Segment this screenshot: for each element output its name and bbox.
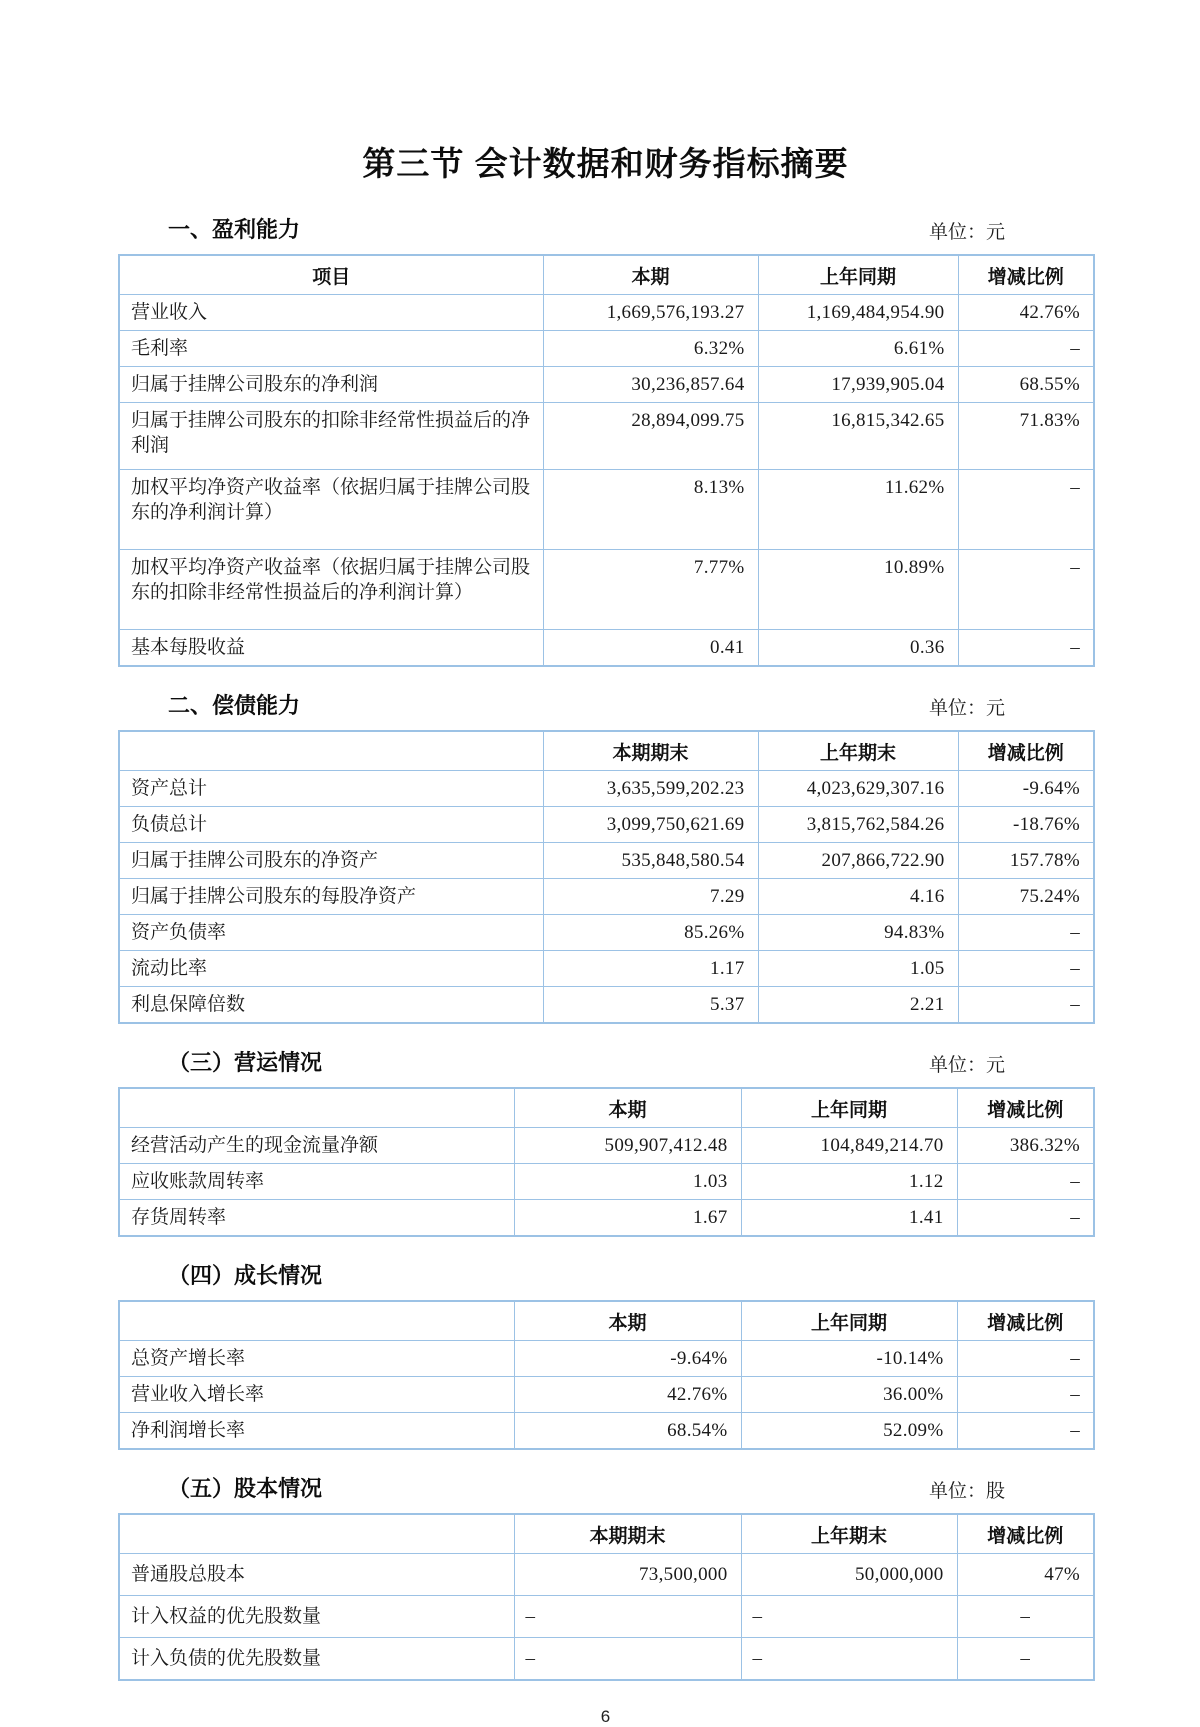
table-row bbox=[119, 915, 1094, 951]
current-value: 6.32% bbox=[543, 331, 758, 367]
change-value: 42.76% bbox=[958, 295, 1094, 331]
change-value: – bbox=[957, 1164, 1094, 1200]
unit-label: 单位：元 bbox=[928, 222, 1005, 243]
prior-value: 50,000,000 bbox=[741, 1554, 957, 1596]
row-label: 毛利率 bbox=[119, 331, 543, 367]
change-value: – bbox=[958, 550, 1094, 630]
prior-value: 36.00% bbox=[741, 1377, 957, 1413]
change-value: -9.64% bbox=[958, 771, 1094, 807]
row-label: 加权平均净资产收益率（依据归属于挂牌公司股东的净利润计算） bbox=[119, 470, 543, 550]
equity-table bbox=[118, 1513, 1095, 1681]
solvency-table bbox=[118, 730, 1095, 1024]
table-header-row bbox=[119, 1088, 1094, 1128]
table-row bbox=[119, 403, 1094, 470]
row-label: 应收账款周转率 bbox=[119, 1164, 514, 1200]
change-value: – bbox=[957, 1377, 1094, 1413]
section-header-equity bbox=[118, 1472, 1093, 1503]
prior-value: – bbox=[741, 1596, 957, 1638]
change-value: – bbox=[957, 1341, 1094, 1377]
prior-value: 1.41 bbox=[741, 1200, 957, 1237]
prior-value: 104,849,214.70 bbox=[741, 1128, 957, 1164]
current-value: 30,236,857.64 bbox=[543, 367, 758, 403]
prior-value: 94.83% bbox=[758, 915, 958, 951]
current-value: 509,907,412.48 bbox=[514, 1128, 741, 1164]
section-heading: （四）成长情况 bbox=[168, 1263, 323, 1288]
current-value: 7.29 bbox=[543, 879, 758, 915]
row-label: 营业收入 bbox=[119, 295, 543, 331]
table-row bbox=[119, 1164, 1094, 1200]
table-row bbox=[119, 987, 1094, 1024]
prior-value: 1,169,484,954.90 bbox=[758, 295, 958, 331]
change-value: – bbox=[958, 331, 1094, 367]
prior-value: 17,939,905.04 bbox=[758, 367, 958, 403]
change-value: – bbox=[958, 951, 1094, 987]
current-value: 1.67 bbox=[514, 1200, 741, 1237]
page-number: 6 bbox=[600, 1707, 611, 1726]
operations-table bbox=[118, 1087, 1095, 1237]
prior-value: 2.21 bbox=[758, 987, 958, 1024]
column-header bbox=[119, 1088, 514, 1128]
row-label: 加权平均净资产收益率（依据归属于挂牌公司股东的扣除非经常性损益后的净利润计算） bbox=[119, 550, 543, 630]
row-label: 归属于挂牌公司股东的净利润 bbox=[119, 367, 543, 403]
section-header-profitability bbox=[118, 213, 1093, 244]
current-value: 0.41 bbox=[543, 630, 758, 667]
change-value: – bbox=[958, 630, 1094, 667]
current-value: 7.77% bbox=[543, 550, 758, 630]
current-value: 1.03 bbox=[514, 1164, 741, 1200]
column-header: 上年同期 bbox=[741, 1301, 957, 1341]
table-row bbox=[119, 879, 1094, 915]
prior-value: 11.62% bbox=[758, 470, 958, 550]
current-value: – bbox=[514, 1596, 741, 1638]
prior-value: -10.14% bbox=[741, 1341, 957, 1377]
table-row bbox=[119, 550, 1094, 630]
row-label: 净利润增长率 bbox=[119, 1413, 514, 1450]
column-header bbox=[119, 731, 543, 771]
column-header: 本期 bbox=[514, 1088, 741, 1128]
row-label: 经营活动产生的现金流量净额 bbox=[119, 1128, 514, 1164]
column-header: 增减比例 bbox=[957, 1088, 1094, 1128]
table-row bbox=[119, 1413, 1094, 1450]
prior-value: 3,815,762,584.26 bbox=[758, 807, 958, 843]
table-row bbox=[119, 630, 1094, 667]
column-header: 本期 bbox=[543, 255, 758, 295]
current-value: 5.37 bbox=[543, 987, 758, 1024]
change-value: 68.55% bbox=[958, 367, 1094, 403]
prior-value: – bbox=[741, 1638, 957, 1681]
change-value: 386.32% bbox=[957, 1128, 1094, 1164]
section-heading: 一、盈利能力 bbox=[168, 217, 301, 242]
table-row bbox=[119, 1377, 1094, 1413]
change-value: – bbox=[957, 1413, 1094, 1450]
change-value: – bbox=[958, 987, 1094, 1024]
table-row bbox=[119, 470, 1094, 550]
change-value: – bbox=[958, 470, 1094, 550]
prior-value: 10.89% bbox=[758, 550, 958, 630]
prior-value: 1.05 bbox=[758, 951, 958, 987]
current-value: 3,635,599,202.23 bbox=[543, 771, 758, 807]
current-value: 68.54% bbox=[514, 1413, 741, 1450]
row-label: 总资产增长率 bbox=[119, 1341, 514, 1377]
unit-label: 单位：元 bbox=[928, 1055, 1005, 1076]
current-value: 1.17 bbox=[543, 951, 758, 987]
row-label: 资产负债率 bbox=[119, 915, 543, 951]
prior-value: 6.61% bbox=[758, 331, 958, 367]
column-header: 项目 bbox=[119, 255, 543, 295]
section-heading: （五）股本情况 bbox=[168, 1476, 323, 1501]
row-label: 存货周转率 bbox=[119, 1200, 514, 1237]
table-row bbox=[119, 1638, 1094, 1681]
table-row bbox=[119, 951, 1094, 987]
prior-value: 0.36 bbox=[758, 630, 958, 667]
change-value: -18.76% bbox=[958, 807, 1094, 843]
table-row bbox=[119, 295, 1094, 331]
unit-label: 单位：元 bbox=[928, 698, 1005, 719]
column-header bbox=[119, 1301, 514, 1341]
change-value: 157.78% bbox=[958, 843, 1094, 879]
change-value: – bbox=[957, 1200, 1094, 1237]
row-label: 基本每股收益 bbox=[119, 630, 543, 667]
row-label: 营业收入增长率 bbox=[119, 1377, 514, 1413]
column-header: 增减比例 bbox=[957, 1514, 1094, 1554]
unit-label: 单位：股 bbox=[928, 1481, 1005, 1502]
change-value: 47% bbox=[957, 1554, 1094, 1596]
change-value: – bbox=[957, 1596, 1094, 1638]
table-row bbox=[119, 1128, 1094, 1164]
prior-value: 52.09% bbox=[741, 1413, 957, 1450]
change-value: 71.83% bbox=[958, 403, 1094, 470]
section-header-operations bbox=[118, 1046, 1093, 1077]
prior-value: 207,866,722.90 bbox=[758, 843, 958, 879]
row-label: 计入负债的优先股数量 bbox=[119, 1638, 514, 1681]
growth-table bbox=[118, 1300, 1095, 1450]
prior-value: 1.12 bbox=[741, 1164, 957, 1200]
row-label: 归属于挂牌公司股东的扣除非经常性损益后的净利润 bbox=[119, 403, 543, 470]
row-label: 流动比率 bbox=[119, 951, 543, 987]
column-header: 增减比例 bbox=[958, 731, 1094, 771]
row-label: 负债总计 bbox=[119, 807, 543, 843]
prior-value: 4.16 bbox=[758, 879, 958, 915]
table-header-row bbox=[119, 731, 1094, 771]
profitability-table bbox=[118, 254, 1095, 667]
table-row bbox=[119, 807, 1094, 843]
column-header: 增减比例 bbox=[957, 1301, 1094, 1341]
current-value: 3,099,750,621.69 bbox=[543, 807, 758, 843]
table-header-row bbox=[119, 255, 1094, 295]
row-label: 归属于挂牌公司股东的每股净资产 bbox=[119, 879, 543, 915]
change-value: 75.24% bbox=[958, 879, 1094, 915]
table-row bbox=[119, 771, 1094, 807]
table-row bbox=[119, 843, 1094, 879]
section-heading: 二、偿债能力 bbox=[168, 693, 301, 718]
current-value: 42.76% bbox=[514, 1377, 741, 1413]
row-label: 归属于挂牌公司股东的净资产 bbox=[119, 843, 543, 879]
current-value: 28,894,099.75 bbox=[543, 403, 758, 470]
current-value: -9.64% bbox=[514, 1341, 741, 1377]
column-header: 上年期末 bbox=[758, 731, 958, 771]
prior-value: 16,815,342.65 bbox=[758, 403, 958, 470]
column-header: 本期期末 bbox=[514, 1514, 741, 1554]
column-header: 增减比例 bbox=[958, 255, 1094, 295]
table-row bbox=[119, 331, 1094, 367]
column-header: 本期 bbox=[514, 1301, 741, 1341]
section-header-growth bbox=[118, 1259, 1093, 1290]
row-label: 普通股总股本 bbox=[119, 1554, 514, 1596]
current-value: – bbox=[514, 1638, 741, 1681]
current-value: 8.13% bbox=[543, 470, 758, 550]
prior-value: 4,023,629,307.16 bbox=[758, 771, 958, 807]
table-row bbox=[119, 1341, 1094, 1377]
column-header: 上年期末 bbox=[741, 1514, 957, 1554]
column-header bbox=[119, 1514, 514, 1554]
column-header: 上年同期 bbox=[758, 255, 958, 295]
column-header: 上年同期 bbox=[741, 1088, 957, 1128]
table-row bbox=[119, 367, 1094, 403]
current-value: 1,669,576,193.27 bbox=[543, 295, 758, 331]
row-label: 资产总计 bbox=[119, 771, 543, 807]
column-header: 本期期末 bbox=[543, 731, 758, 771]
current-value: 85.26% bbox=[543, 915, 758, 951]
table-header-row bbox=[119, 1301, 1094, 1341]
section-heading: （三）营运情况 bbox=[168, 1050, 323, 1075]
table-header-row bbox=[119, 1514, 1094, 1554]
table-row bbox=[119, 1554, 1094, 1596]
table-row bbox=[119, 1596, 1094, 1638]
page-title: 第三节 会计数据和财务指标摘要 bbox=[362, 145, 849, 182]
change-value: – bbox=[958, 915, 1094, 951]
section-header-solvency bbox=[118, 689, 1093, 720]
current-value: 73,500,000 bbox=[514, 1554, 741, 1596]
current-value: 535,848,580.54 bbox=[543, 843, 758, 879]
row-label: 利息保障倍数 bbox=[119, 987, 543, 1024]
change-value: – bbox=[957, 1638, 1094, 1681]
table-row bbox=[119, 1200, 1094, 1237]
row-label: 计入权益的优先股数量 bbox=[119, 1596, 514, 1638]
